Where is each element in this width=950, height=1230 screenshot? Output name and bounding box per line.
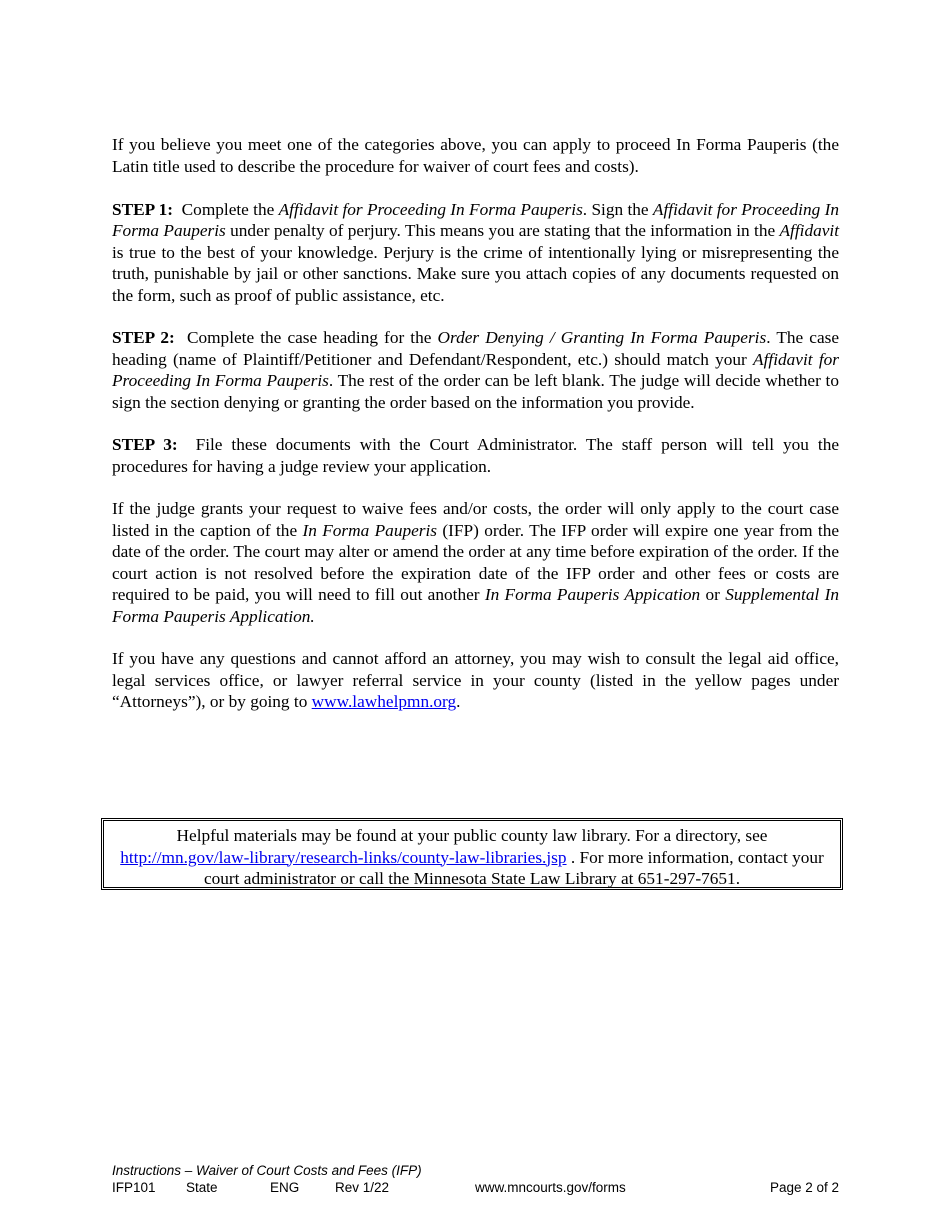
step3-label: STEP 3: (112, 435, 178, 454)
footer-jurisdiction: State (186, 1180, 218, 1195)
step2-text: . The case heading (name of Plaintiff/Petitioner and Defendant/Respondent, etc.) should match your (112, 328, 840, 369)
help-paragraph (112, 648, 839, 713)
step1-affidavit: Affidavit (779, 221, 839, 240)
county-law-libraries-link[interactable]: http://mn.gov/law-library/research-links/county-law-libraries.jsp (120, 847, 567, 867)
step1-text: . Sign the (582, 199, 649, 219)
footer-revision: Rev 1/22 (335, 1180, 390, 1195)
notice-text: . For more information, contact your court administrator or call the Minnesota State Law Library at 651-297-7651. (203, 847, 824, 888)
help-text: . (456, 692, 461, 711)
grant-text: If the judge grants your request to waive fees and/or costs, the order will only apply to the court case listed in the caption of the (112, 499, 839, 540)
step2-paragraph (112, 327, 839, 413)
help-text: If you have any questions and cannot afford an attorney, you may wish to consult the legal aid office, legal services office, or lawyer referral service in your county (listed in the yellow pages under “Attorneys”), or by going to (112, 649, 839, 711)
grant-paragraph (112, 498, 839, 627)
step2-order-name: Order Denying / Granting In Forma Pauperis (437, 328, 767, 347)
page-footer (112, 1162, 839, 1196)
document-body (112, 134, 839, 734)
step2-label: STEP 2: (112, 328, 175, 347)
grant-supplemental-name: Supplemental In Forma Pauperis Application. (112, 585, 839, 626)
step1-label: STEP 1: (112, 199, 173, 219)
step2-form-name: Affidavit for Proceeding In Forma Pauperis (112, 349, 839, 390)
footer-title-row (112, 1162, 839, 1179)
step1-text: Complete the (181, 199, 275, 219)
footer-language: ENG (270, 1180, 300, 1195)
step3-paragraph (112, 434, 839, 477)
footer-info-row (112, 1179, 839, 1196)
notice-text: Helpful materials may be found at your public county law library. For a directory, see (176, 826, 768, 845)
step1-text: is true to the best of your knowledge. Perjury is the crime of intentionally lying or misrepresenting the truth, punishable by jail or other sanctions. Make sure you attach copies of any documents requested on the form, such as proof of public assistance, etc. (112, 242, 839, 305)
grant-application-name: In Forma Pauperis Appication (484, 585, 701, 604)
grant-ifp-term: In Forma Pauperis (302, 520, 438, 540)
step2-text: . The rest of the order can be left blank. The judge will decide whether to sign the section denying or granting the order based on the information you provide. (112, 371, 839, 412)
footer-website: www.mncourts.gov/forms (475, 1180, 626, 1195)
lawhelpmn-link[interactable]: www.lawhelpmn.org (311, 692, 457, 711)
step2-text: Complete the case heading for the (186, 328, 432, 347)
footer-form-id: IFP101 (112, 1180, 156, 1195)
step1-paragraph (112, 199, 839, 307)
grant-text: or (705, 585, 720, 604)
footer-title: Instructions – Waiver of Court Costs and Fees (IFP) (112, 1163, 422, 1178)
step1-form-name: Affidavit for Proceeding In Forma Pauperis (112, 199, 839, 240)
step1-text: under penalty of perjury. This means you are stating that the information in the (230, 221, 776, 240)
grant-text: (IFP) order. The IFP order will expire one year from the date of the order. The court may alter or amend the order at any time before expiration of the order. If the court action is not resolved before the expiration date of the IFP order and other fees or costs are required to be paid, you will need to fill out another (112, 520, 840, 604)
step3-text: File these documents with the Court Administrator. The staff person will tell you the procedures for having a judge review your application. (112, 435, 839, 476)
footer-page-number: Page 2 of 2 (769, 1180, 839, 1195)
intro-paragraph: If you believe you meet one of the categories above, you can apply to proceed In Forma Pauperis (the Latin title used to describe the procedure for waiver of court fees and costs). (112, 135, 839, 176)
step1-form-name: Affidavit for Proceeding In Forma Pauperis (278, 199, 583, 219)
law-library-notice-box (101, 818, 843, 890)
